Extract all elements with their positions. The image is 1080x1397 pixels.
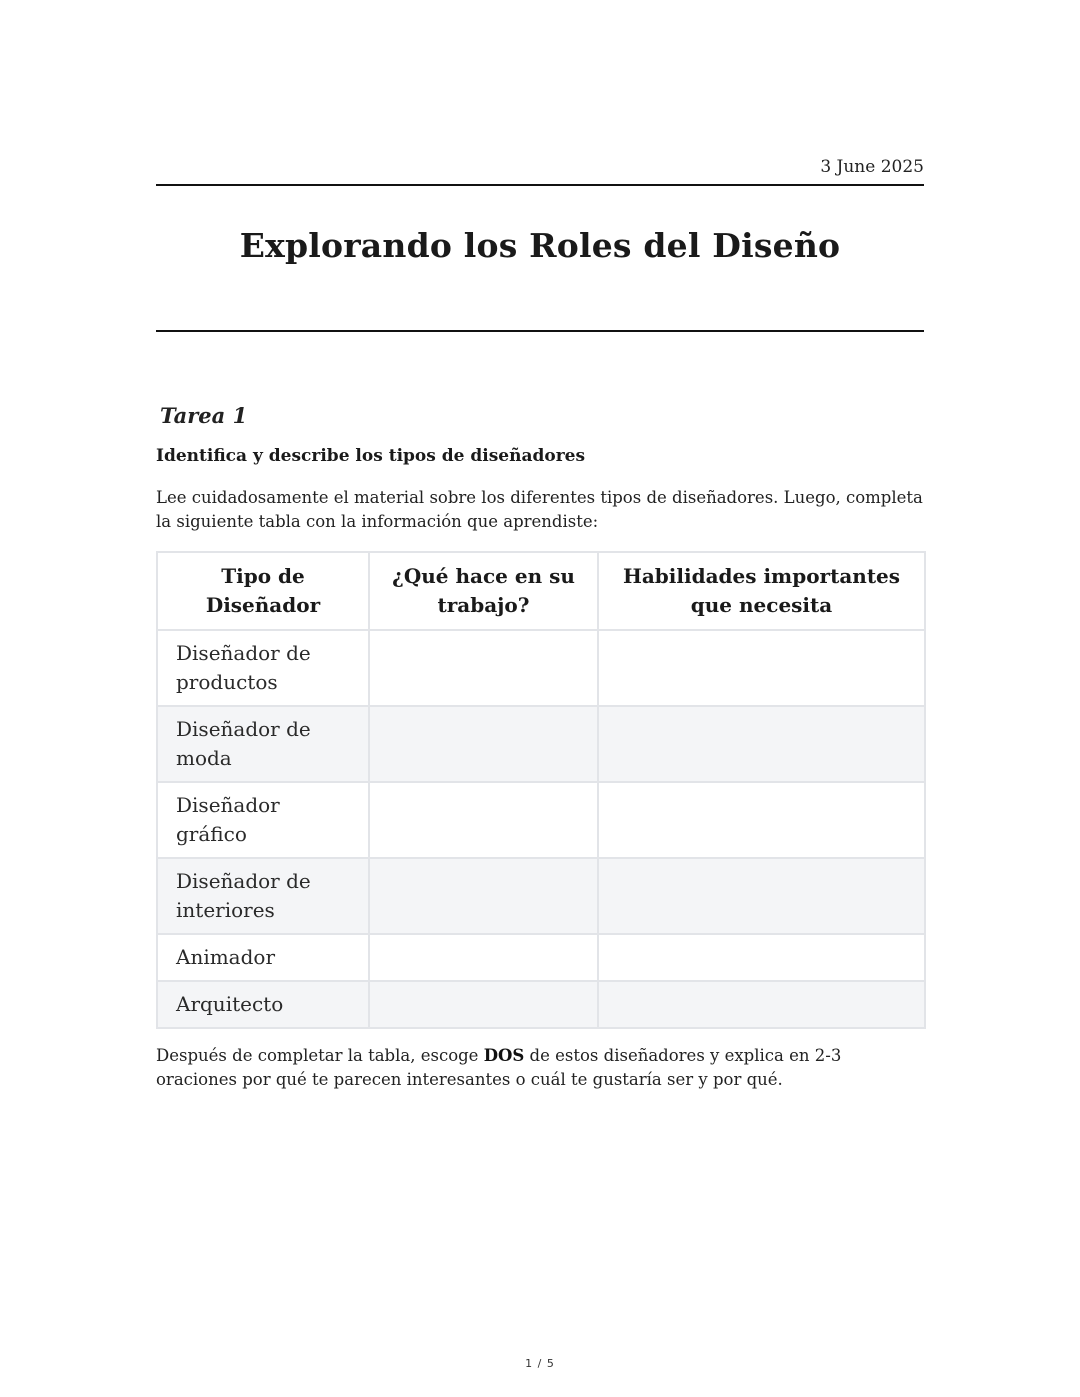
task-label: Tarea 1 bbox=[160, 403, 248, 428]
table-row bbox=[157, 706, 925, 782]
header-rule-top bbox=[156, 184, 924, 186]
cell-skills-answer[interactable] bbox=[598, 706, 925, 782]
cell-what-answer[interactable] bbox=[369, 630, 598, 706]
table-row bbox=[157, 630, 925, 706]
table-row bbox=[157, 981, 925, 1028]
table-header-row bbox=[157, 552, 925, 630]
cell-designer-type: Arquitecto bbox=[157, 981, 369, 1028]
table-row bbox=[157, 782, 925, 858]
column-header-what: ¿Qué hace en su trabajo? bbox=[369, 552, 598, 630]
page-number: 1 / 5 bbox=[525, 1357, 555, 1370]
followup-text-after: de estos diseñadores y explica en 2-3 oraciones por qué te parecen interesantes o cuál te gustaría ser y por qué. bbox=[156, 1046, 842, 1089]
cell-what-answer[interactable] bbox=[369, 782, 598, 858]
cell-skills-answer[interactable] bbox=[598, 981, 925, 1028]
cell-skills-answer[interactable] bbox=[598, 630, 925, 706]
column-header-skills: Habilidades importantes que necesita bbox=[598, 552, 925, 630]
cell-designer-type: Diseñador de productos bbox=[157, 630, 369, 706]
cell-designer-type: Diseñador de moda bbox=[157, 706, 369, 782]
header-rule-bottom bbox=[156, 330, 924, 332]
task-heading: Identifica y describe los tipos de diseñadores bbox=[156, 446, 586, 466]
followup-text-before: Después de completar la tabla, escoge bbox=[156, 1046, 484, 1065]
table-row bbox=[157, 858, 925, 934]
cell-designer-type: Diseñador gráfico bbox=[157, 782, 369, 858]
task-intro: Lee cuidadosamente el material sobre los diferentes tipos de diseñadores. Luego, completa la siguiente tabla con la información que aprendiste: bbox=[156, 488, 923, 531]
followup-emphasis: DOS bbox=[483, 1046, 525, 1065]
cell-designer-type: Diseñador de interiores bbox=[157, 858, 369, 934]
document-date: 3 June 2025 bbox=[820, 157, 924, 177]
cell-what-answer[interactable] bbox=[369, 706, 598, 782]
cell-skills-answer[interactable] bbox=[598, 858, 925, 934]
cell-what-answer[interactable] bbox=[369, 981, 598, 1028]
designer-roles-table bbox=[156, 551, 926, 1029]
cell-designer-type: Animador bbox=[157, 934, 369, 981]
document-title: Explorando los Roles del Diseño bbox=[239, 226, 841, 265]
cell-what-answer[interactable] bbox=[369, 934, 598, 981]
table-row bbox=[157, 934, 925, 981]
followup-instructions bbox=[156, 1044, 926, 1092]
cell-skills-answer[interactable] bbox=[598, 782, 925, 858]
cell-what-answer[interactable] bbox=[369, 858, 598, 934]
cell-skills-answer[interactable] bbox=[598, 934, 925, 981]
column-header-type: Tipo de Diseñador bbox=[157, 552, 369, 630]
